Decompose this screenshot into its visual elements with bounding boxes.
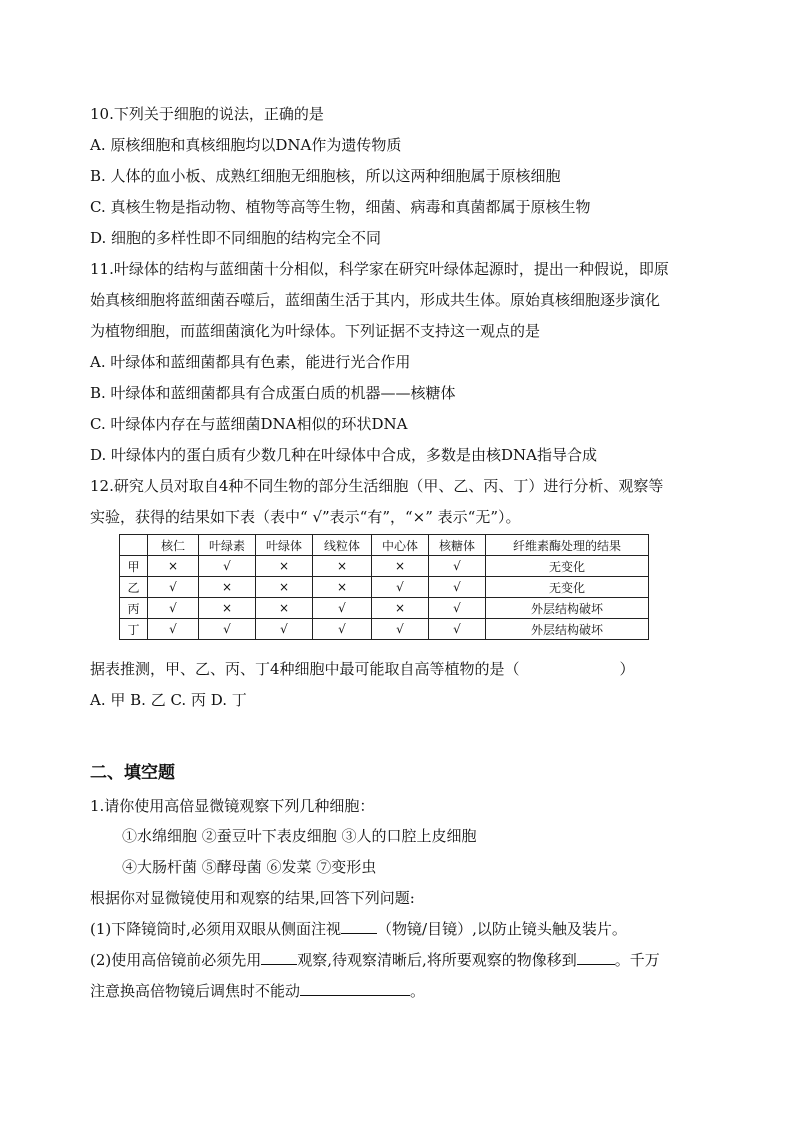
table-cell: √ [199, 619, 256, 640]
sub2-prefix: (2)使用高倍镜前必须先用 [90, 951, 262, 969]
table-cell: 丙 [120, 598, 148, 619]
fill-blank-4[interactable] [300, 981, 410, 996]
table-cell: × [199, 577, 256, 598]
fill-blank-1[interactable] [341, 919, 377, 934]
table-cell: √ [148, 619, 199, 640]
table-cell: √ [429, 619, 486, 640]
table-cell: √ [429, 598, 486, 619]
table-cell: 外层结构破坏 [486, 598, 649, 619]
table-cell: × [256, 577, 313, 598]
q11-option-b: B. 叶绿体和蓝细菌都具有合成蛋白质的机器——核糖体 [90, 384, 456, 402]
sub-question-1 [90, 919, 627, 939]
table-header-cell [120, 535, 148, 556]
table-row [120, 598, 649, 619]
q10-option-b: B. 人体的血小板、成熟红细胞无细胞核，所以这两种细胞属于原核细胞 [90, 167, 561, 185]
table-header-cell: 核糖体 [429, 535, 486, 556]
sub-question-2 [90, 950, 660, 970]
table-cell: × [256, 556, 313, 577]
q12-options: A. 甲 B. 乙 C. 丙 D. 丁 [90, 691, 247, 709]
table-cell: √ [199, 556, 256, 577]
q11-option-d: D. 叶绿体内的蛋白质有少数几种在叶绿体中合成，多数是由核DNA指导合成 [90, 446, 598, 464]
section-heading: 二、填空题 [90, 763, 175, 783]
table-cell: √ [256, 619, 313, 640]
table-header-cell: 线粒体 [313, 535, 372, 556]
table-cell: √ [372, 577, 429, 598]
table-row [120, 556, 649, 577]
table-cell: × [372, 556, 429, 577]
q12-question-suffix: ） [619, 660, 635, 678]
table-cell: 乙 [120, 577, 148, 598]
sub2-suffix: 。千万 [614, 951, 660, 969]
q11-option-a: A. 叶绿体和蓝细菌都具有色素，能进行光合作用 [90, 353, 411, 371]
table-cell: 无变化 [486, 556, 649, 577]
q11-stem-line-3: 为植物细胞，而蓝细菌演化为叶绿体。下列证据不支持这一观点的是 [90, 322, 541, 340]
table-cell: × [148, 556, 199, 577]
table-cell: 无变化 [486, 577, 649, 598]
table-header-cell: 核仁 [148, 535, 199, 556]
table-header-cell: 纤维素酶处理的结果 [486, 535, 649, 556]
table-header-row [120, 535, 649, 556]
table-cell: × [313, 577, 372, 598]
sub2-line2-prefix: 注意换高倍物镜后调焦时不能动 [90, 982, 301, 1000]
sub2-mid: 观察,待观察清晰后,将所要观察的物像移到 [297, 951, 577, 969]
table-cell: √ [148, 577, 199, 598]
table-cell: √ [429, 556, 486, 577]
table-cell: √ [372, 619, 429, 640]
table-cell: × [372, 598, 429, 619]
q11-stem-line-1: 11.叶绿体的结构与蓝细菌十分相似，科学家在研究叶绿体起源时，提出一种假说，即原 [90, 260, 669, 278]
table-cell: 外层结构破坏 [486, 619, 649, 640]
table-header-cell: 叶绿体 [256, 535, 313, 556]
q11-stem-line-2: 始真核细胞将蓝细菌吞噬后，蓝细菌生活于其内，形成共生体。原始真核细胞逐步演化 [90, 291, 661, 309]
table-cell: √ [313, 619, 372, 640]
table-cell: 丁 [120, 619, 148, 640]
table-cell: × [256, 598, 313, 619]
cells-list-line-2: ④大肠杆菌 ⑤酵母菌 ⑥发菜 ⑦变形虫 [122, 858, 377, 876]
q10-option-d: D. 细胞的多样性即不同细胞的结构完全不同 [90, 229, 382, 247]
q10-option-a: A. 原核细胞和真核细胞均以DNA作为遗传物质 [90, 136, 402, 154]
cells-list-line-1: ①水绵细胞 ②蚕豆叶下表皮细胞 ③人的口腔上皮细胞 [122, 827, 477, 845]
sub-question-2-continued [90, 981, 425, 1001]
sub1-suffix: （物镜/目镜）,以防止镜头触及装片。 [377, 920, 627, 938]
q10-stem: 10.下列关于细胞的说法，正确的是 [90, 105, 324, 123]
table-cell: × [199, 598, 256, 619]
table-cell: √ [148, 598, 199, 619]
q12-question-prefix: 据表推测，甲、乙、丙、丁4种细胞中最可能取自高等植物的是（ [90, 660, 520, 678]
q10-option-c: C. 真核生物是指动物、植物等高等生物，细菌、病毒和真菌都属于原核生物 [90, 198, 591, 216]
fill-q1-instruction: 根据你对显微镜使用和观察的结果,回答下列问题: [90, 889, 415, 907]
table-header-cell: 中心体 [372, 535, 429, 556]
table-row [120, 619, 649, 640]
table-row [120, 577, 649, 598]
fill-blank-2[interactable] [261, 950, 297, 965]
q12-question [90, 659, 635, 679]
q12-stem-line-2: 实验，获得的结果如下表（表中“ √”表示“有”，“×” 表示“无”）。 [90, 508, 521, 526]
table-cell: √ [313, 598, 372, 619]
fill-blank-3[interactable] [577, 950, 615, 965]
q11-option-c: C. 叶绿体内存在与蓝细菌DNA相似的环状DNA [90, 415, 408, 433]
q12-stem-line-1: 12.研究人员对取自4种不同生物的部分生活细胞（甲、乙、丙、丁）进行分析、观察等 [90, 477, 664, 495]
fill-q1-stem: 1.请你使用高倍显微镜观察下列几种细胞： [90, 797, 375, 815]
table-cell: × [313, 556, 372, 577]
table-cell: 甲 [120, 556, 148, 577]
table-header-cell: 叶绿素 [199, 535, 256, 556]
sub2-line2-suffix: 。 [410, 982, 426, 1000]
table-cell: √ [429, 577, 486, 598]
sub1-prefix: (1)下降镜筒时,必须用双眼从侧面注视 [90, 920, 342, 938]
results-table [119, 534, 649, 640]
